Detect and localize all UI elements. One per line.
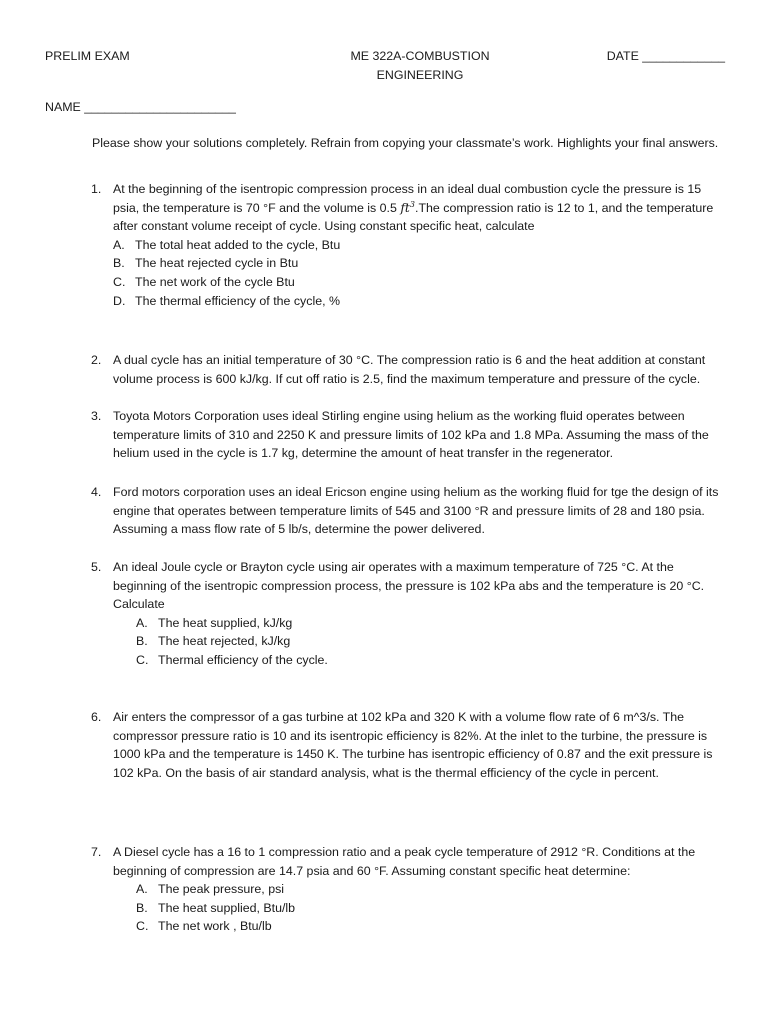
question-text: Toyota Motors Corporation uses ideal Stirling engine using helium as the working fluid operates between temperature limits of 310 and 2250 K and pressure limits of 102 kPa and 1.8 MPa. Assuming the mass of the helium used in the cycle is 1.7 kg, determine the amount of heat transfer in the regenerator. <box>113 409 709 461</box>
question-6 <box>91 708 726 782</box>
question-1 <box>91 180 726 310</box>
course-title-line2: ENGINEERING <box>376 67 464 82</box>
question-number: 6. <box>91 710 102 724</box>
option-item: A. The total heat added to the cycle, Btu <box>113 237 341 252</box>
option-item: A. The heat supplied, kJ/kg <box>136 615 293 630</box>
question-text-part2: .The compression ratio is 12 to 1, and the temperature after constant volume receipt of cycle. Using constant specific heat, calculate <box>113 200 714 234</box>
question-number: 4. <box>91 485 102 499</box>
question-number: 5. <box>91 560 102 574</box>
exam-header <box>45 47 725 87</box>
option-item: C. Thermal efficiency of the cycle. <box>136 652 328 667</box>
question-3 <box>91 407 726 463</box>
question-text-part1: At the beginning of the isentropic compression process in an ideal dual combustion cycle the pressure is 15 psia, the temperature is 70 °F and the volume is 0.5 <box>113 182 702 215</box>
exam-type: PRELIM EXAM <box>45 49 130 63</box>
option-item: D. The thermal efficiency of the cycle, % <box>113 293 340 308</box>
answer-options <box>136 614 726 670</box>
question-number: 7. <box>91 845 102 859</box>
question-number: 3. <box>91 409 102 423</box>
date-field: DATE ____________ <box>606 49 725 63</box>
question-2 <box>91 351 726 388</box>
course-title <box>340 47 500 84</box>
course-title-line1: ME 322A-COMBUSTION <box>350 49 490 63</box>
question-text: A dual cycle has an initial temperature of 30 °C. The compression ratio is 6 and the heat addition at constant volume process is 600 kJ/kg. If cut off ratio is 2.5, find the maximum temperature and pressure of the cycle. <box>113 353 706 386</box>
option-item: B. The heat supplied, Btu/lb <box>136 900 296 915</box>
question-text: An ideal Joule cycle or Brayton cycle using air operates with a maximum temperature of 725 °C. At the beginning of the isentropic compression process, the pressure is 102 kPa abs and the temperature is 20 °C. Calculate <box>113 560 705 612</box>
question-text: A Diesel cycle has a 16 to 1 compression ratio and a peak cycle temperature of 2912 °R. Conditions at the beginning of compression are 14.7 psia and 60 °F. Assuming constant specific heat determine: <box>113 845 696 878</box>
option-item: B. The heat rejected cycle in Btu <box>113 256 299 271</box>
question-text: Ford motors corporation uses an ideal Ericson engine using helium as the working fluid for tge the design of its engine that operates between temperature limits of 545 and 3100 °R and pressure limits of 28 and 180 psia. Assuming a mass flow rate of 5 lb/s, determine the power delivered. <box>113 485 719 537</box>
question-number: 1. <box>91 182 102 196</box>
question-7 <box>91 843 726 936</box>
cubic-feet-unit: $ft^3$ <box>400 199 416 215</box>
option-item: C. The net work of the cycle Btu <box>113 274 295 289</box>
name-field: NAME ______________________ <box>45 100 236 114</box>
question-number: 2. <box>91 353 102 367</box>
question-5 <box>91 558 726 670</box>
option-item: C. The net work , Btu/lb <box>136 919 272 934</box>
option-item: B. The heat rejected, kJ/kg <box>136 634 291 649</box>
answer-options <box>136 880 726 936</box>
question-text: Air enters the compressor of a gas turbine at 102 kPa and 320 K with a volume flow rate of 6 m^3/s. The compressor pressure ratio is 10 and its isentropic efficiency is 82%. At the inlet to the turbine, the pressure is 1000 kPa and the temperature is 1450 K. The turbine has isentropic efficiency of 0.87 and the exit pressure is 102 kPa. On the basis of air standard analysis, what is the thermal efficiency of the cycle in percent. <box>113 710 713 780</box>
question-text <box>113 180 726 236</box>
option-item: A. The peak pressure, psi <box>136 882 285 897</box>
instructions: Please show your solutions completely. Refrain from copying your classmate’s work. Highlights your final answers. <box>92 136 719 150</box>
answer-options <box>113 236 726 310</box>
question-4 <box>91 483 726 539</box>
